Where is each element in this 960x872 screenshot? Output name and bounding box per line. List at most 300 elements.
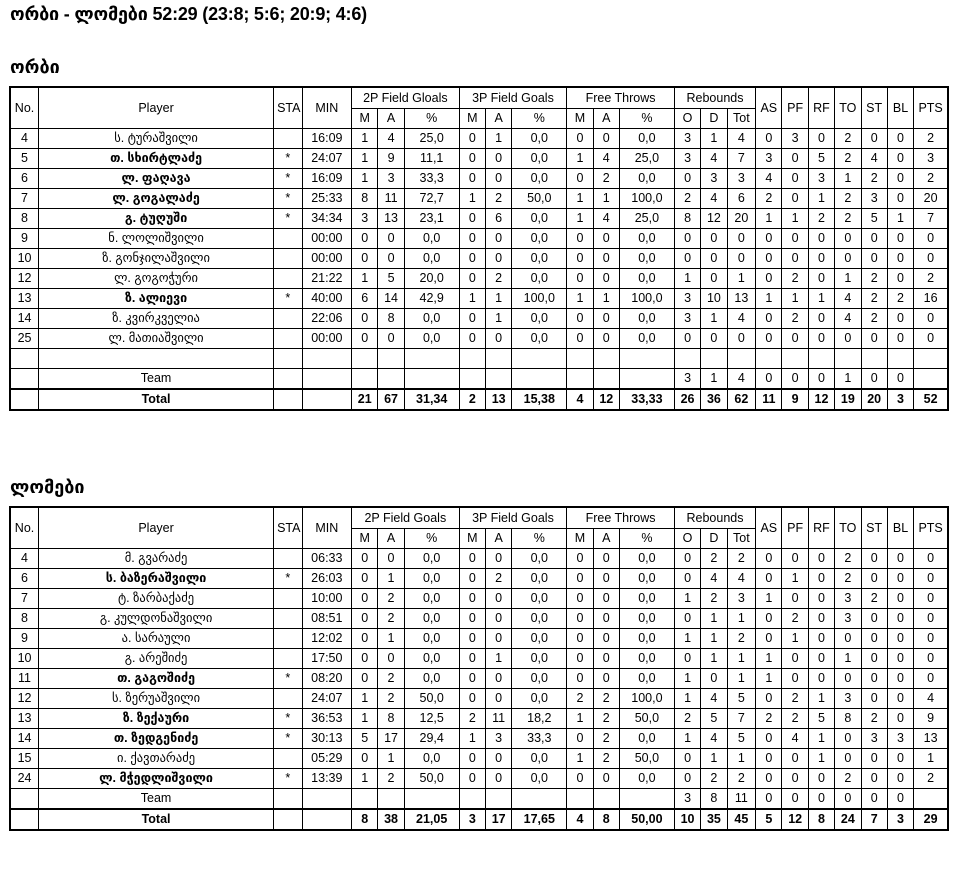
stat-pf: 2 <box>782 689 808 709</box>
stat-fta: 2 <box>593 749 619 769</box>
stat-bl: 0 <box>887 229 913 249</box>
stat-ftm: 1 <box>567 289 593 309</box>
stat-fta: 2 <box>593 689 619 709</box>
stat-fg3m: 0 <box>459 609 485 629</box>
empty-cell <box>619 789 674 810</box>
total-label: Total <box>39 389 274 410</box>
stat-o: 3 <box>674 309 700 329</box>
header-no: No. <box>10 87 39 129</box>
player-row <box>10 689 948 709</box>
empty-cell <box>39 349 274 369</box>
player-row <box>10 249 948 269</box>
stat-as: 0 <box>756 629 782 649</box>
total-o: 26 <box>674 389 700 410</box>
empty-cell <box>727 349 756 369</box>
stat-to: 4 <box>835 289 861 309</box>
header-o: O <box>674 109 700 129</box>
stat-o: 0 <box>674 569 700 589</box>
header-d: D <box>701 109 727 129</box>
total-label: Total <box>39 809 274 830</box>
stat-fg2m: 0 <box>352 329 378 349</box>
header-m: M <box>352 109 378 129</box>
stat-fg2p: 50,0 <box>404 689 459 709</box>
total-fg3m: 2 <box>459 389 485 410</box>
stat-rf: 0 <box>808 649 834 669</box>
stat-as: 0 <box>756 689 782 709</box>
page-title: ორბი - ლომები 52:29 (23:8; 5:6; 20:9; 4:6) <box>10 4 367 24</box>
minutes: 26:03 <box>302 569 351 589</box>
player-row <box>10 169 948 189</box>
player-row <box>10 309 948 329</box>
header-pct: % <box>404 529 459 549</box>
stat-fg2m: 1 <box>352 709 378 729</box>
stat-fg2a: 14 <box>378 289 404 309</box>
stat-fta: 2 <box>593 709 619 729</box>
empty-cell <box>302 369 351 390</box>
stat-fg2p: 0,0 <box>404 589 459 609</box>
stat-st: 0 <box>861 669 887 689</box>
team-stat-rf: 0 <box>808 369 834 390</box>
empty-cell <box>274 789 303 810</box>
minutes: 10:00 <box>302 589 351 609</box>
team-stat-pf: 0 <box>782 369 808 390</box>
stat-rf: 0 <box>808 549 834 569</box>
stat-fta: 2 <box>593 169 619 189</box>
header-3p-field-goals: 3P Field Goals <box>459 507 567 529</box>
stat-o: 0 <box>674 329 700 349</box>
stat-tot: 2 <box>727 769 756 789</box>
player-name: გ. არეშიძე <box>39 649 274 669</box>
total-tot: 45 <box>727 809 756 830</box>
stat-tot: 1 <box>727 649 756 669</box>
total-ftm: 4 <box>567 809 593 830</box>
stat-to: 2 <box>835 189 861 209</box>
stat-fg3m: 0 <box>459 589 485 609</box>
stat-pf: 0 <box>782 249 808 269</box>
stat-tot: 4 <box>727 309 756 329</box>
stat-fta: 0 <box>593 329 619 349</box>
stat-fg2m: 0 <box>352 569 378 589</box>
stat-pf: 0 <box>782 169 808 189</box>
minutes: 00:00 <box>302 329 351 349</box>
stat-ftp: 0,0 <box>619 549 674 569</box>
stat-fg2m: 0 <box>352 229 378 249</box>
stat-o: 0 <box>674 229 700 249</box>
minutes: 30:13 <box>302 729 351 749</box>
empty-cell <box>378 349 404 369</box>
stat-fg3p: 18,2 <box>512 709 567 729</box>
empty-cell <box>782 349 808 369</box>
header-tot: Tot <box>727 109 756 129</box>
stat-pf: 1 <box>782 209 808 229</box>
stat-as: 0 <box>756 769 782 789</box>
stat-o: 1 <box>674 269 700 289</box>
header-sta: STA <box>274 507 303 549</box>
stat-o: 3 <box>674 129 700 149</box>
stat-fg2a: 0 <box>378 229 404 249</box>
stat-st: 5 <box>861 209 887 229</box>
stat-d: 1 <box>701 649 727 669</box>
minutes: 25:33 <box>302 189 351 209</box>
stat-to: 1 <box>835 269 861 289</box>
stat-d: 4 <box>701 189 727 209</box>
stat-st: 2 <box>861 309 887 329</box>
stat-fg2m: 0 <box>352 589 378 609</box>
stat-fg3p: 0,0 <box>512 609 567 629</box>
stat-st: 2 <box>861 169 887 189</box>
stat-bl: 0 <box>887 309 913 329</box>
player-name: ლ. მათიაშვილი <box>39 329 274 349</box>
stat-st: 0 <box>861 229 887 249</box>
stat-tot: 7 <box>727 149 756 169</box>
stat-fg2a: 1 <box>378 749 404 769</box>
stat-ftm: 0 <box>567 649 593 669</box>
minutes: 00:00 <box>302 249 351 269</box>
stat-fg3p: 0,0 <box>512 549 567 569</box>
total-fg2m: 8 <box>352 809 378 830</box>
minutes: 16:09 <box>302 129 351 149</box>
stat-as: 0 <box>756 749 782 769</box>
header-pct: % <box>512 529 567 549</box>
stat-pf: 4 <box>782 729 808 749</box>
player-row <box>10 669 948 689</box>
stat-rf: 0 <box>808 329 834 349</box>
stat-fg3p: 0,0 <box>512 769 567 789</box>
header-a: A <box>593 109 619 129</box>
stat-to: 0 <box>835 329 861 349</box>
stat-fg3a: 11 <box>485 709 511 729</box>
stat-pts: 16 <box>914 289 948 309</box>
stat-st: 3 <box>861 189 887 209</box>
stat-rf: 0 <box>808 269 834 289</box>
starter-mark: * <box>274 189 303 209</box>
stat-fg2a: 1 <box>378 569 404 589</box>
team-stat-d: 8 <box>701 789 727 810</box>
stat-fg2p: 0,0 <box>404 229 459 249</box>
stat-ftm: 1 <box>567 189 593 209</box>
stat-as: 1 <box>756 669 782 689</box>
stat-fta: 0 <box>593 669 619 689</box>
stat-ftm: 0 <box>567 169 593 189</box>
header-no: No. <box>10 507 39 549</box>
stat-fg3p: 0,0 <box>512 269 567 289</box>
player-name: ზ. კვირკველია <box>39 309 274 329</box>
header-pf: PF <box>782 507 808 549</box>
total-pts: 52 <box>914 389 948 410</box>
header-as: AS <box>756 87 782 129</box>
stat-bl: 0 <box>887 149 913 169</box>
header-to: TO <box>835 507 861 549</box>
stat-fg3m: 0 <box>459 629 485 649</box>
player-number: 7 <box>10 189 39 209</box>
stat-d: 1 <box>701 629 727 649</box>
stat-pf: 0 <box>782 329 808 349</box>
starter-mark: * <box>274 289 303 309</box>
header-a: A <box>378 529 404 549</box>
header-pct: % <box>512 109 567 129</box>
total-fg3p: 15,38 <box>512 389 567 410</box>
stat-pf: 0 <box>782 769 808 789</box>
header-2p-field-goals: 2P Field Gloals <box>352 87 460 109</box>
header-to: TO <box>835 87 861 129</box>
total-fta: 8 <box>593 809 619 830</box>
stat-st: 2 <box>861 289 887 309</box>
stat-fg3p: 0,0 <box>512 309 567 329</box>
stat-ftp: 0,0 <box>619 669 674 689</box>
stat-ftm: 0 <box>567 769 593 789</box>
stat-st: 0 <box>861 769 887 789</box>
header-o: O <box>674 529 700 549</box>
stat-fg2p: 0,0 <box>404 749 459 769</box>
stat-fg3m: 1 <box>459 189 485 209</box>
stat-fg3a: 0 <box>485 169 511 189</box>
empty-cell <box>10 389 39 410</box>
player-name: ზ. ალიევი <box>39 289 274 309</box>
minutes: 24:07 <box>302 689 351 709</box>
stat-bl: 0 <box>887 769 913 789</box>
player-number: 25 <box>10 329 39 349</box>
starter-mark: * <box>274 149 303 169</box>
minutes: 22:06 <box>302 309 351 329</box>
stat-ftp: 50,0 <box>619 749 674 769</box>
stat-fta: 0 <box>593 309 619 329</box>
total-pf: 9 <box>782 389 808 410</box>
stat-ftp: 0,0 <box>619 129 674 149</box>
stat-fg2m: 0 <box>352 649 378 669</box>
stat-d: 1 <box>701 609 727 629</box>
starter-mark <box>274 249 303 269</box>
player-name: გ. კულდონაშვილი <box>39 609 274 629</box>
stat-fg3p: 33,3 <box>512 729 567 749</box>
stat-fg2a: 4 <box>378 129 404 149</box>
stat-fg2p: 0,0 <box>404 649 459 669</box>
stat-as: 1 <box>756 589 782 609</box>
player-name: ტ. ზარბაქაძე <box>39 589 274 609</box>
empty-cell <box>485 369 511 390</box>
stat-fg2m: 0 <box>352 629 378 649</box>
stat-fg3a: 0 <box>485 329 511 349</box>
empty-cell <box>835 349 861 369</box>
stat-fg3p: 0,0 <box>512 589 567 609</box>
empty-cell <box>404 349 459 369</box>
empty-cell <box>459 349 485 369</box>
stat-fg2m: 3 <box>352 209 378 229</box>
stat-d: 0 <box>701 329 727 349</box>
stat-tot: 0 <box>727 229 756 249</box>
stat-ftp: 0,0 <box>619 629 674 649</box>
player-name: თ. ზედგენიძე <box>39 729 274 749</box>
empty-cell <box>593 349 619 369</box>
empty-cell <box>512 349 567 369</box>
starter-mark <box>274 229 303 249</box>
empty-cell <box>274 809 303 830</box>
stat-d: 3 <box>701 169 727 189</box>
stat-fg3m: 0 <box>459 569 485 589</box>
stat-ftm: 0 <box>567 629 593 649</box>
stat-ftm: 0 <box>567 309 593 329</box>
stat-st: 0 <box>861 649 887 669</box>
stat-fg2m: 1 <box>352 269 378 289</box>
stat-pf: 3 <box>782 129 808 149</box>
player-row <box>10 549 948 569</box>
stat-to: 0 <box>835 749 861 769</box>
stat-d: 4 <box>701 149 727 169</box>
stat-ftm: 1 <box>567 709 593 729</box>
total-fg2p: 31,34 <box>404 389 459 410</box>
header-sta: STA <box>274 87 303 129</box>
stat-fg3p: 0,0 <box>512 129 567 149</box>
header-pct: % <box>619 529 674 549</box>
stat-fg2a: 0 <box>378 249 404 269</box>
team-stat-to: 0 <box>835 789 861 810</box>
total-d: 36 <box>701 389 727 410</box>
stat-fg3p: 0,0 <box>512 209 567 229</box>
stat-st: 2 <box>861 709 887 729</box>
stat-pf: 1 <box>782 569 808 589</box>
stat-ftp: 0,0 <box>619 329 674 349</box>
stat-o: 0 <box>674 749 700 769</box>
player-row <box>10 769 948 789</box>
player-row <box>10 189 948 209</box>
stat-fg3m: 0 <box>459 669 485 689</box>
stat-fg3m: 0 <box>459 129 485 149</box>
stat-d: 4 <box>701 729 727 749</box>
stat-tot: 2 <box>727 549 756 569</box>
stat-fg3m: 0 <box>459 549 485 569</box>
player-row <box>10 629 948 649</box>
stat-tot: 13 <box>727 289 756 309</box>
header-m: M <box>567 529 593 549</box>
stat-fg3m: 0 <box>459 269 485 289</box>
stat-rf: 0 <box>808 769 834 789</box>
stat-pts: 2 <box>914 169 948 189</box>
stat-o: 1 <box>674 689 700 709</box>
stat-pf: 0 <box>782 589 808 609</box>
stat-tot: 4 <box>727 569 756 589</box>
stat-fg3m: 2 <box>459 709 485 729</box>
stat-as: 0 <box>756 309 782 329</box>
stat-fg3m: 0 <box>459 769 485 789</box>
stat-pts: 3 <box>914 149 948 169</box>
stat-fta: 0 <box>593 549 619 569</box>
stat-bl: 0 <box>887 629 913 649</box>
stat-ftp: 0,0 <box>619 729 674 749</box>
total-fg3a: 13 <box>485 389 511 410</box>
stat-tot: 3 <box>727 169 756 189</box>
stat-fg2p: 12,5 <box>404 709 459 729</box>
empty-cell <box>302 389 351 410</box>
empty-row <box>10 349 948 369</box>
stat-fg3p: 0,0 <box>512 749 567 769</box>
player-name: ლ. მჭედლიშვილი <box>39 769 274 789</box>
player-row <box>10 709 948 729</box>
stat-fg3p: 0,0 <box>512 669 567 689</box>
player-row <box>10 289 948 309</box>
stat-bl: 0 <box>887 129 913 149</box>
empty-cell <box>302 789 351 810</box>
stat-st: 0 <box>861 329 887 349</box>
stat-fg2p: 42,9 <box>404 289 459 309</box>
stat-st: 2 <box>861 269 887 289</box>
stat-fg2p: 0,0 <box>404 309 459 329</box>
stat-fg3p: 0,0 <box>512 149 567 169</box>
team-stat-as: 0 <box>756 369 782 390</box>
player-number: 24 <box>10 769 39 789</box>
player-row <box>10 589 948 609</box>
stat-tot: 20 <box>727 209 756 229</box>
stat-d: 1 <box>701 309 727 329</box>
empty-cell <box>593 789 619 810</box>
empty-cell <box>378 789 404 810</box>
starter-mark <box>274 129 303 149</box>
empty-cell <box>274 349 303 369</box>
total-st: 20 <box>861 389 887 410</box>
player-number: 4 <box>10 129 39 149</box>
stat-to: 8 <box>835 709 861 729</box>
stat-fg2p: 0,0 <box>404 609 459 629</box>
starter-mark <box>274 589 303 609</box>
stat-pf: 0 <box>782 549 808 569</box>
stat-as: 0 <box>756 549 782 569</box>
stat-d: 4 <box>701 569 727 589</box>
stat-rf: 5 <box>808 709 834 729</box>
player-name: ლ. გოგოჭური <box>39 269 274 289</box>
total-ftm: 4 <box>567 389 593 410</box>
stat-as: 0 <box>756 269 782 289</box>
stat-fg2m: 1 <box>352 129 378 149</box>
stat-fg3a: 1 <box>485 289 511 309</box>
total-rf: 8 <box>808 809 834 830</box>
stat-fg3p: 0,0 <box>512 229 567 249</box>
starter-mark: * <box>274 729 303 749</box>
stat-d: 1 <box>701 749 727 769</box>
total-fg2a: 67 <box>378 389 404 410</box>
stat-ftm: 2 <box>567 689 593 709</box>
stat-ftm: 0 <box>567 549 593 569</box>
stat-as: 0 <box>756 129 782 149</box>
stat-rf: 0 <box>808 669 834 689</box>
stat-to: 3 <box>835 689 861 709</box>
stat-pts: 0 <box>914 629 948 649</box>
team-stat-tot: 4 <box>727 369 756 390</box>
stat-bl: 0 <box>887 649 913 669</box>
empty-cell <box>701 349 727 369</box>
stat-o: 1 <box>674 669 700 689</box>
stat-ftp: 100,0 <box>619 189 674 209</box>
stat-tot: 0 <box>727 329 756 349</box>
empty-cell <box>756 349 782 369</box>
stat-fg3m: 0 <box>459 329 485 349</box>
player-name: ზ. ზექაური <box>39 709 274 729</box>
stat-pts: 0 <box>914 649 948 669</box>
minutes: 40:00 <box>302 289 351 309</box>
player-row <box>10 749 948 769</box>
stat-tot: 6 <box>727 189 756 209</box>
stat-fg3a: 0 <box>485 549 511 569</box>
stat-fg3m: 0 <box>459 149 485 169</box>
stat-o: 0 <box>674 549 700 569</box>
stat-o: 0 <box>674 609 700 629</box>
stat-pf: 0 <box>782 749 808 769</box>
player-row <box>10 209 948 229</box>
team-stat-st: 0 <box>861 369 887 390</box>
stat-pts: 0 <box>914 549 948 569</box>
player-name: გ. ტუღუში <box>39 209 274 229</box>
stat-fg3m: 0 <box>459 229 485 249</box>
player-name: ს. ტურაშვილი <box>39 129 274 149</box>
minutes: 17:50 <box>302 649 351 669</box>
starter-mark: * <box>274 169 303 189</box>
